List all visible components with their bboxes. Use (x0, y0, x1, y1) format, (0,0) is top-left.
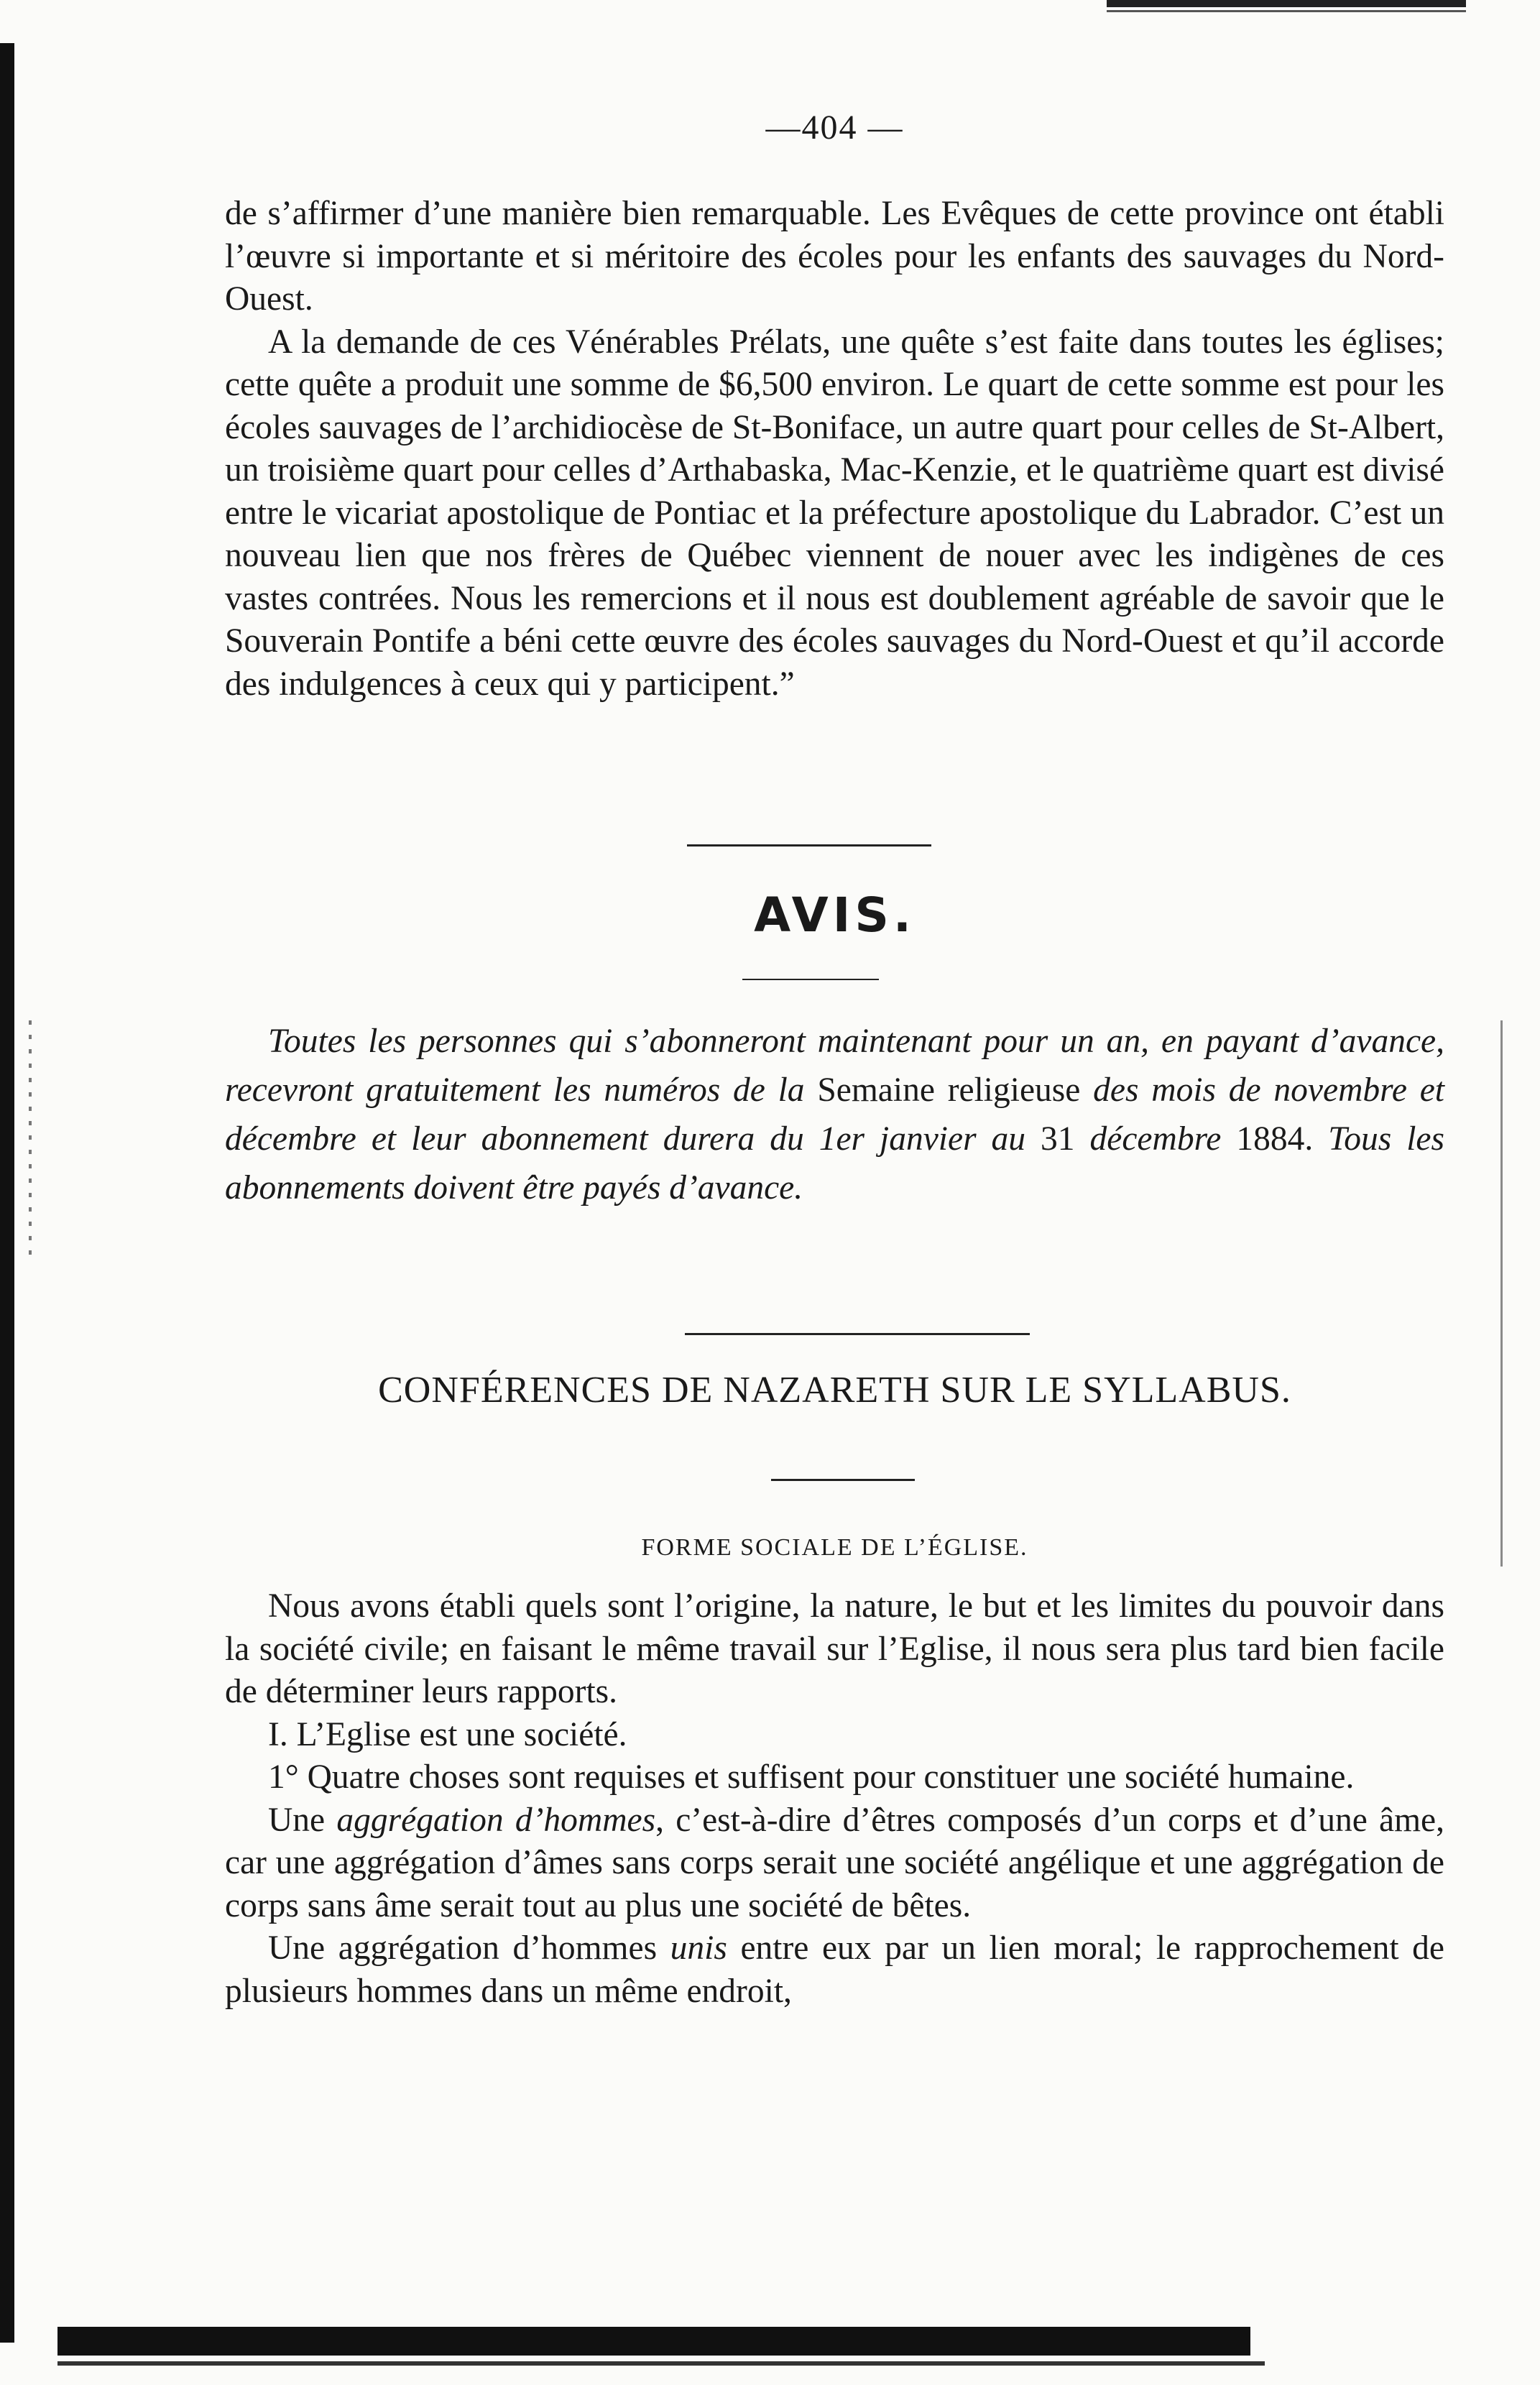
avis-text: Toutes les personnes qui s’abonneront maintenant pour un an, en payant d’avance, recevront gratuitement les numéros de la (225, 1023, 1444, 1109)
intro-text (225, 193, 1444, 706)
body-paragraph: I. L’Eglise est une société. (268, 1715, 627, 1753)
section-title: FORME SOCIALE DE L’ÉGLISE. (641, 1534, 1028, 1561)
body-emphasis: aggrégation d’hommes (336, 1801, 656, 1839)
separator-rule (742, 979, 879, 980)
scan-edge-top-thin (1107, 10, 1466, 12)
avis-year: 1884. (1236, 1120, 1314, 1158)
avis-text: décembre (1089, 1120, 1222, 1158)
body-paragraph (225, 1799, 1444, 1928)
intro-paragraph-2: A la demande de ces Vénérables Prélats, une quête s’est faite dans toutes les églises; cette quête a produit une somme de $6,500 environ. Le quart de cette somme est pour les écoles sauvages de l’archidiocèse de St-Boniface, un autre quart pour celles de St-Albert, un troisième quart pour celles d’Arthabaska, Mac-Kenzie, et le quatrième quart est divisé entre le vicariat apostolique de Pontiac et la préfecture apostolique du Labrador. C’est un nouveau lien que nos frères de Québec viennent de nouer avec les indigènes de ces vastes contrées. Nous les remercions et il nous est doublement agréable de savoir que le Souverain Pontife a béni cette œuvre des écoles sauvages du Nord-Ouest et qu’il accorde des indulgences à ceux qui y participent.” (225, 323, 1444, 703)
conference-title: CONFÉRENCES DE NAZARETH SUR LE SYLLABUS. (378, 1370, 1291, 1411)
intro-paragraph-1: de s’affirmer d’une manière bien remarquable. Les Evêques de cette province ont établi l’œuvre si importante et si méritoire des écoles pour les enfants des sauvages du Nord-Ouest. (225, 195, 1444, 318)
scan-edge-bottom-thin (57, 2361, 1265, 2366)
publication-name: Semaine religieuse (817, 1071, 1081, 1109)
separator-rule (685, 1333, 1030, 1335)
avis-heading: AVIS. (754, 887, 916, 943)
avis-text: Tous les abonnements doivent être payés d’avance. (225, 1120, 1445, 1207)
avis-notice (225, 1017, 1444, 1212)
body-paragraph: Nous avons établi quels sont l’origine, la nature, le but et les limites du pouvoir dans la société civile; en faisant le même travail sur l’Eglise, il nous sera plus tard bien facile de déterminer leurs rapports. (225, 1587, 1444, 1710)
body-paragraph: 1° Quatre choses sont requises et suffisent pour constituer une société humaine. (268, 1758, 1355, 1796)
body-emphasis: unis (670, 1929, 727, 1967)
scan-edge-left (0, 43, 14, 2343)
avis-text: des mois de novembre et décembre et leur abonnement durera du 1er janvier au (225, 1071, 1445, 1158)
body-text-run: entre eux par un lien moral; le rapprochement de plusieurs hommes dans un même endroit, (225, 1929, 1445, 2010)
scan-specks-left (29, 1020, 32, 1258)
avis-day: 31 (1041, 1120, 1075, 1158)
body-text-run: Une aggrégation d’hommes (268, 1929, 658, 1967)
separator-rule (687, 844, 931, 846)
body-paragraph (225, 1927, 1444, 2013)
body-text-run: Une (268, 1801, 326, 1839)
page-number: —404 — (765, 109, 904, 147)
separator-rule (771, 1479, 915, 1481)
body-text-run: , c’est-à-dire d’êtres composés d’un corps et d’une âme, car une aggrégation d’âmes sans corps serait une société angélique et une aggrégation de corps sans âme serait tout au plus une société de bêtes. (225, 1801, 1444, 1924)
scan-edge-right (1500, 1020, 1503, 1567)
scan-edge-top (1107, 0, 1466, 7)
scan-edge-bottom (57, 2327, 1250, 2356)
body-text (225, 1585, 1444, 2013)
